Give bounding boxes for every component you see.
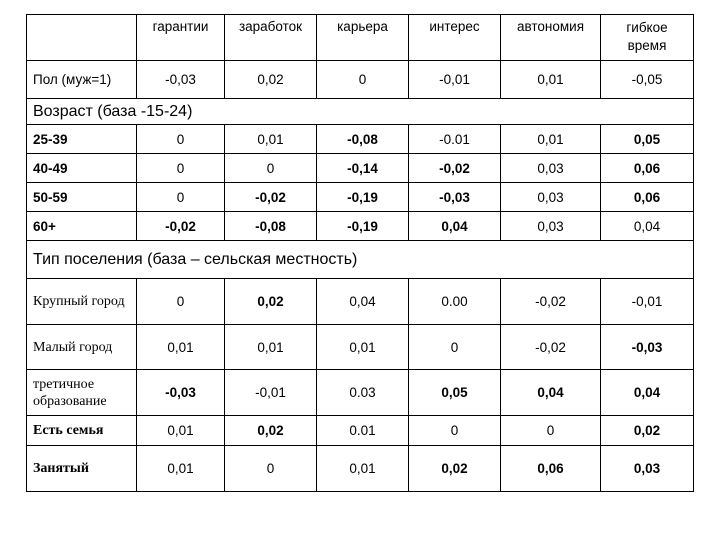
table-row (27, 125, 694, 154)
row-label: Пол (муж=1) (27, 61, 137, 99)
table-cell: 0,03 (601, 446, 694, 492)
row-label: 25-39 (27, 125, 137, 154)
table-cell: -0,14 (317, 154, 409, 183)
table-cell: 0 (137, 183, 225, 212)
row-label: Крупный город (27, 279, 137, 325)
table-cell: -0,03 (601, 325, 694, 370)
section-title-settlement: Тип поселения (база – сельская местность) (27, 241, 694, 279)
table-cell: 0 (225, 154, 317, 183)
table-cell: 0.01 (317, 416, 409, 446)
section-title-age: Возраст (база -15-24) (27, 99, 694, 125)
row-label: Малый город (27, 325, 137, 370)
table-cell: 0 (409, 325, 501, 370)
table-cell: 0,01 (317, 446, 409, 492)
table-cell: -0,19 (317, 212, 409, 241)
table-cell: -0,02 (501, 325, 601, 370)
row-label: 60+ (27, 212, 137, 241)
table-row (27, 325, 694, 370)
row-label: Есть семья (27, 416, 137, 446)
table-cell: 0,01 (137, 446, 225, 492)
table-cell: 0,03 (501, 154, 601, 183)
table-cell: 0,05 (601, 125, 694, 154)
table-cell: -0,01 (225, 370, 317, 416)
table-cell: 0,02 (225, 61, 317, 99)
table-row (27, 154, 694, 183)
table-cell: -0.01 (409, 125, 501, 154)
col-header-earnings: заработок (225, 15, 317, 61)
section-row-age (27, 99, 694, 125)
table-cell: 0 (409, 416, 501, 446)
table-cell: 0,05 (409, 370, 501, 416)
col-header-flexible-time: гибкое время (601, 15, 694, 61)
table-cell: -0,19 (317, 183, 409, 212)
table-cell: 0,02 (601, 416, 694, 446)
table-cell: 0,04 (409, 212, 501, 241)
table-cell: 0 (225, 446, 317, 492)
table-cell: 0,01 (225, 125, 317, 154)
header-row (27, 15, 694, 61)
table-cell: 0 (501, 416, 601, 446)
row-label: третичное образование (27, 370, 137, 416)
col-header-interest: интерес (409, 15, 501, 61)
regression-table (26, 14, 694, 492)
table-cell: -0,02 (409, 154, 501, 183)
table-cell: 0 (137, 154, 225, 183)
table-cell: 0,02 (225, 416, 317, 446)
table-cell: 0,03 (501, 212, 601, 241)
table-cell: 0,04 (317, 279, 409, 325)
table-cell: 0,04 (601, 212, 694, 241)
table-cell: -0,03 (137, 370, 225, 416)
row-label: 50-59 (27, 183, 137, 212)
table-cell: 0,06 (501, 446, 601, 492)
table-cell: -0,08 (225, 212, 317, 241)
table-cell: -0,03 (137, 61, 225, 99)
table-cell: 0,03 (501, 183, 601, 212)
table-cell: -0,02 (137, 212, 225, 241)
table-row (27, 212, 694, 241)
table-row (27, 183, 694, 212)
table-cell: 0,01 (137, 325, 225, 370)
table-cell: 0,01 (501, 61, 601, 99)
col-header-autonomy: автономия (501, 15, 601, 61)
table-cell: 0.03 (317, 370, 409, 416)
col-header-career: карьера (317, 15, 409, 61)
table-row (27, 416, 694, 446)
table-row (27, 61, 694, 99)
row-label: Занятый (27, 446, 137, 492)
section-row-settlement (27, 241, 694, 279)
table-cell: -0,01 (601, 279, 694, 325)
table-cell: 0,04 (601, 370, 694, 416)
table-cell: -0,02 (225, 183, 317, 212)
table-cell: -0,01 (409, 61, 501, 99)
table-row (27, 279, 694, 325)
col-header-guarantees: гарантии (137, 15, 225, 61)
table-cell: 0,02 (409, 446, 501, 492)
table-cell: 0 (137, 125, 225, 154)
table-cell: 0,01 (501, 125, 601, 154)
table-cell: 0,01 (317, 325, 409, 370)
row-label: 40-49 (27, 154, 137, 183)
table-row (27, 370, 694, 416)
table-cell: 0.00 (409, 279, 501, 325)
table-cell: -0,05 (601, 61, 694, 99)
table-cell: -0,03 (409, 183, 501, 212)
table-cell: 0 (317, 61, 409, 99)
table-cell: 0 (137, 279, 225, 325)
table-cell: -0,08 (317, 125, 409, 154)
table-cell: 0,01 (137, 416, 225, 446)
table-cell: -0,02 (501, 279, 601, 325)
header-empty-cell (27, 15, 137, 61)
table-cell: 0,06 (601, 183, 694, 212)
table-cell: 0,04 (501, 370, 601, 416)
table-cell: 0,06 (601, 154, 694, 183)
table-cell: 0,01 (225, 325, 317, 370)
table-cell: 0,02 (225, 279, 317, 325)
table-row (27, 446, 694, 492)
